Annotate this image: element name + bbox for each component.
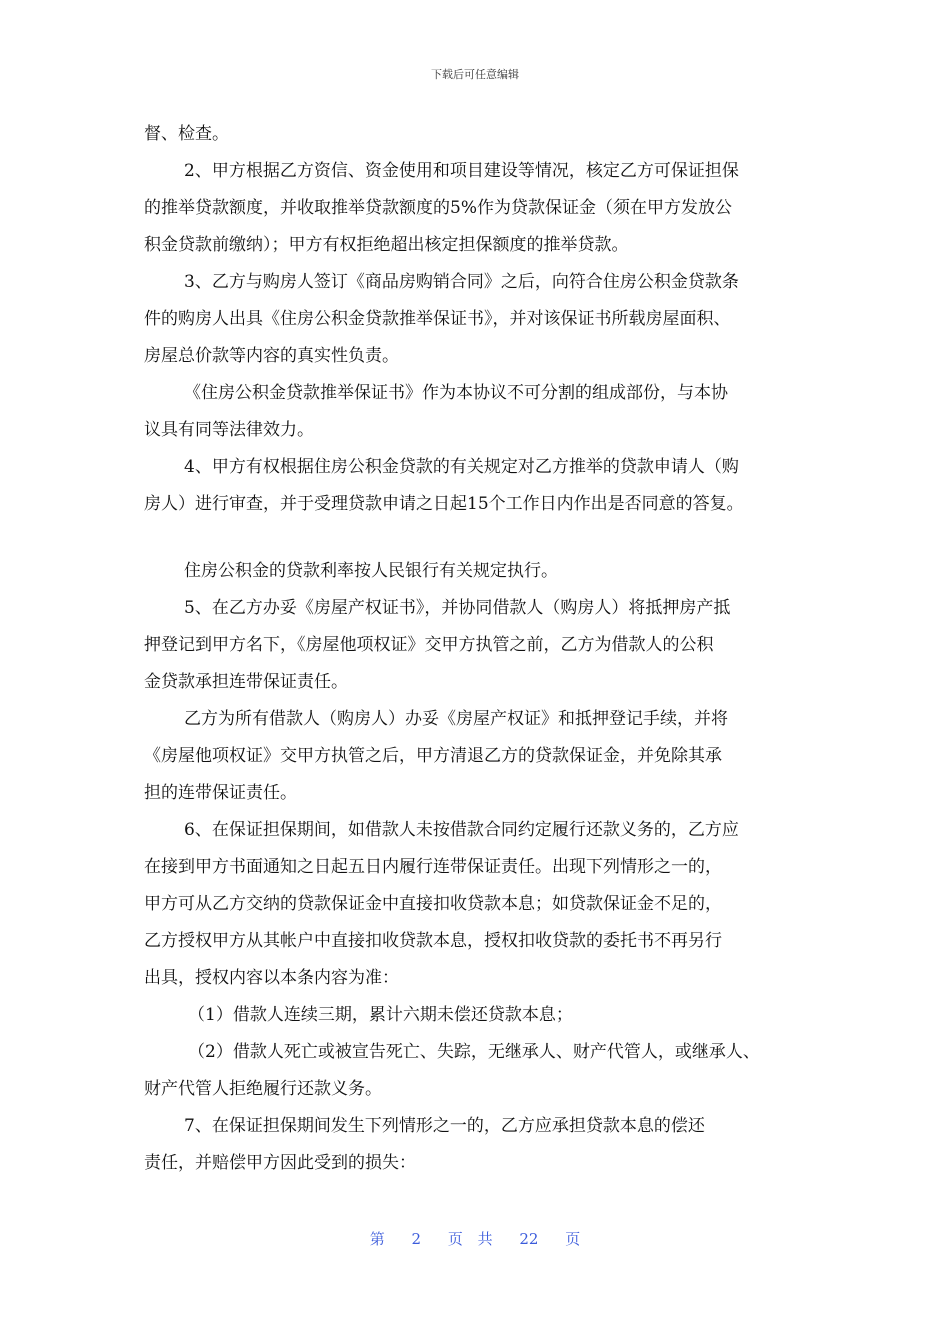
paragraph-2-line: 2、甲方根据乙方资信、资金使用和项目建设等情况，核定乙方可保证担保 (184, 161, 739, 181)
text-line: 出具，授权内容以本条内容为准： (144, 968, 399, 988)
text-line: 件的购房人出具《住房公积金贷款推举保证书》，并对该保证书所载房屋面积、 (144, 309, 731, 329)
text-line: 房屋总价款等内容的真实性负责。 (144, 346, 399, 366)
total-pages: 22 (519, 1230, 539, 1248)
text-line: 在接到甲方书面通知之日起五日内履行连带保证责任。出现下列情形之一的， (144, 857, 722, 877)
text-line: 责任，并赔偿甲方因此受到的损失： (144, 1153, 416, 1173)
footer-suffix: 页 (565, 1230, 581, 1248)
list-item: （1）借款人连续三期，累计六期未偿还贷款本息； (188, 1005, 573, 1025)
text-line: 押登记到甲方名下，《房屋他项权证》交甲方执管之前，乙方为借款人的公积 (144, 635, 714, 655)
text-line: 甲方可从乙方交纳的贷款保证金中直接扣收贷款本息；如贷款保证金不足的， (144, 894, 722, 914)
page-header: 下载后可任意编辑 (431, 68, 519, 81)
page-number: 2 (411, 1230, 422, 1248)
page-footer (0, 1228, 950, 1249)
text-line: 财产代管人拒绝履行还款义务。 (144, 1079, 382, 1099)
paragraph-gap (144, 523, 816, 553)
text-line: 担的连带保证责任。 (144, 783, 297, 803)
text-line: 房人）进行审查，并于受理贷款申请之日起15个工作日内作出是否同意的答复。 (144, 494, 744, 514)
text-line: 议具有同等法律效力。 (144, 420, 314, 440)
paragraph-line: 住房公积金的贷款利率按人民银行有关规定执行。 (184, 561, 558, 581)
footer-middle: 页 共 (447, 1230, 493, 1248)
document-body (144, 116, 816, 1182)
paragraph-5-line: 5、在乙方办妥《房屋产权证书》，并协同借款人（购房人）将抵押房产抵 (184, 598, 731, 618)
paragraph-3-line: 3、乙方与购房人签订《商品房购销合同》之后，向符合住房公积金贷款条 (184, 272, 739, 292)
list-item: （2）借款人死亡或被宣告死亡、失踪，无继承人、财产代管人，或继承人、 (188, 1042, 760, 1062)
text-line: 《房屋他项权证》交甲方执管之后，甲方清退乙方的贷款保证金，并免除其承 (144, 746, 722, 766)
paragraph-line: 《住房公积金贷款推举保证书》作为本协议不可分割的组成部份，与本协 (184, 383, 728, 403)
text-line: 金贷款承担连带保证责任。 (144, 672, 348, 692)
paragraph-7-line: 7、在保证担保期间发生下列情形之一的，乙方应承担贷款本息的偿还 (184, 1116, 705, 1136)
paragraph-line: 乙方为所有借款人（购房人）办妥《房屋产权证》和抵押登记手续，并将 (184, 709, 728, 729)
text-line: 积金贷款前缴纳）；甲方有权拒绝超出核定担保额度的推举贷款。 (144, 235, 629, 255)
text-line: 乙方授权甲方从其帐户中直接扣收贷款本息，授权扣收贷款的委托书不再另行 (144, 931, 722, 951)
footer-prefix: 第 (369, 1230, 385, 1248)
paragraph-4-line: 4、甲方有权根据住房公积金贷款的有关规定对乙方推举的贷款申请人（购 (184, 457, 739, 477)
paragraph-6-line: 6、在保证担保期间，如借款人未按借款合同约定履行还款义务的，乙方应 (184, 820, 739, 840)
text-line: 的推举贷款额度，并收取推举贷款额度的5%作为贷款保证金（须在甲方发放公 (144, 198, 732, 218)
text-line: 督、检查。 (144, 124, 229, 144)
